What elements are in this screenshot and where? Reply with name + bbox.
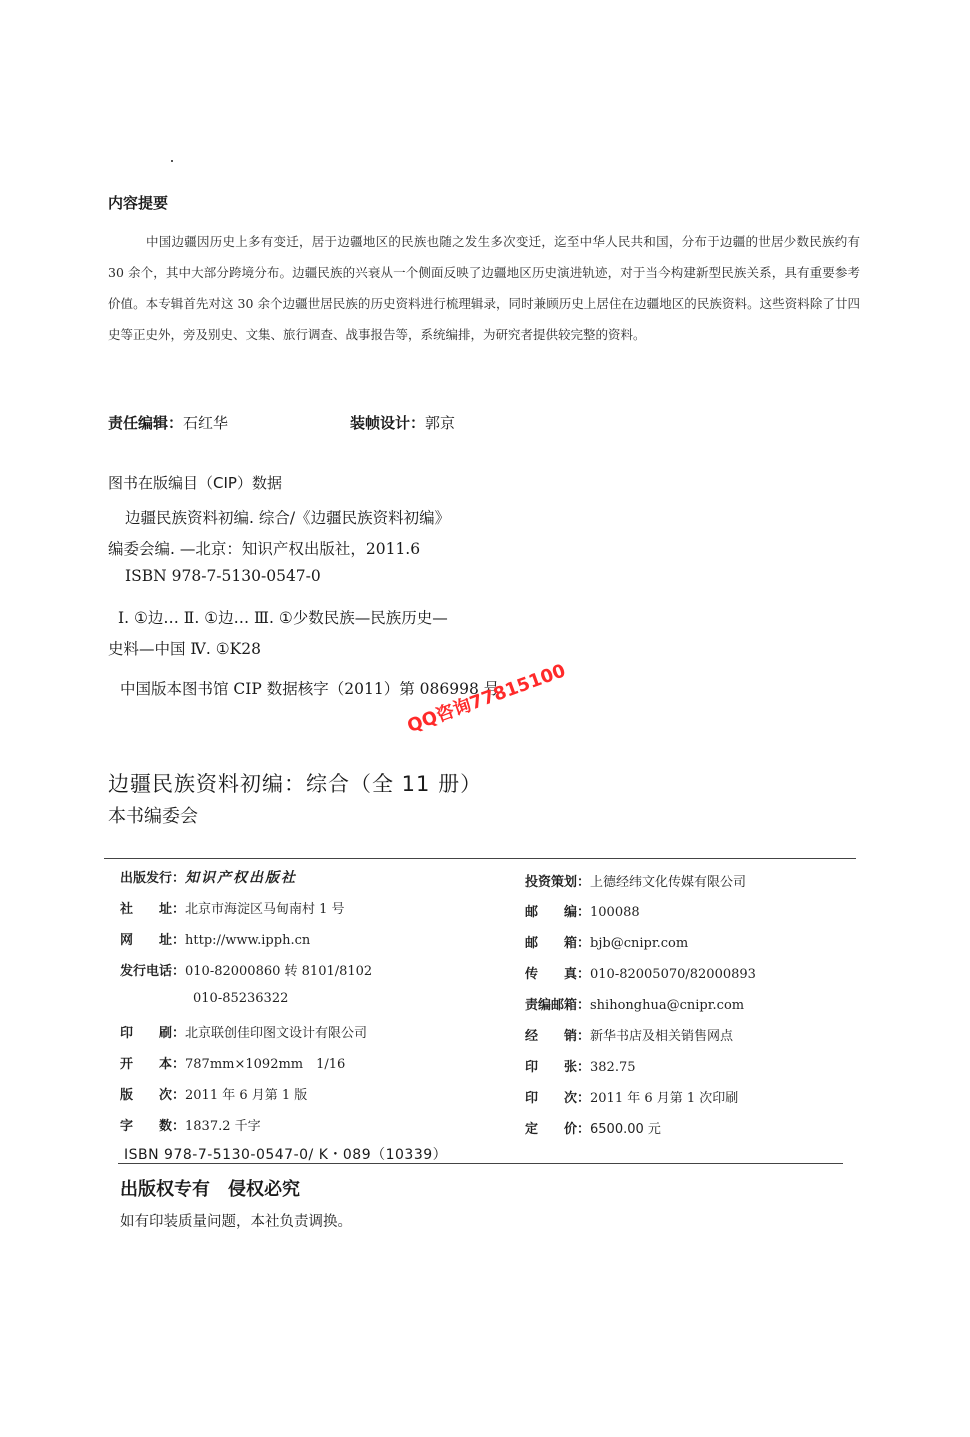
imprint-row (525, 901, 640, 920)
imprint-label: 出版发行： (120, 871, 186, 886)
imprint-value: shihonghua@cnipr.com (590, 998, 745, 1013)
imprint-row (193, 991, 288, 1006)
stray-mark (171, 160, 173, 162)
imprint-label: 印 次： (525, 1091, 591, 1106)
imprint-label: 社 址： (120, 902, 186, 917)
editor-credit (108, 412, 228, 433)
imprint-row (120, 929, 310, 948)
imprint-value: 北京市海淀区马甸南村 1 号 (185, 902, 345, 917)
imprint-value: 010-85236322 (193, 991, 289, 1006)
imprint-row (525, 1025, 733, 1044)
imprint-top-rule (104, 858, 856, 859)
imprint-value: 北京联创佳印图文设计有限公司 (185, 1026, 368, 1041)
cip-line-4: Ⅰ. ①边… Ⅱ. ①边… Ⅲ. ①少数民族—民族历史— (118, 609, 448, 627)
imprint-row (120, 960, 372, 979)
imprint-value: 6500.00 元 (590, 1122, 661, 1137)
imprint-row (525, 1118, 661, 1137)
designer-credit (350, 412, 455, 433)
imprint-value: 010-82000860 转 8101/8102 (185, 964, 373, 979)
imprint-label: 投资策划： (525, 875, 591, 890)
printing-notice: 如有印装质量问题，本社负责调换。 (120, 1214, 352, 1230)
isbn-line: ISBN 978-7-5130-0547-0/ K・089（10339） (124, 1147, 448, 1163)
editor-name: 石红华 (183, 414, 229, 432)
imprint-row (525, 1087, 738, 1106)
cip-line-6: 中国版本图书馆 CIP 数据核字（2011）第 086998 号 (120, 680, 500, 698)
rights-statement: 出版权专有 侵权必究 (120, 1179, 300, 1200)
imprint-label: 字 数： (120, 1119, 186, 1134)
imprint-row (525, 1056, 636, 1075)
publisher-logo: 知识产权出版社 (185, 870, 298, 886)
cip-line-2: 编委会编. —北京：知识产权出版社，2011.6 (108, 540, 421, 558)
abstract-heading: 内容提要 (108, 194, 169, 212)
imprint-row (525, 994, 744, 1013)
imprint-label: 责编邮箱： (525, 998, 591, 1013)
book-author: 本书编委会 (108, 806, 198, 827)
imprint-label: 发行电话： (120, 964, 186, 979)
book-title: 边疆民族资料初编：综合（全 11 册） (108, 772, 483, 796)
imprint-label: 定 价： (525, 1122, 591, 1137)
imprint-row (120, 867, 297, 887)
imprint-value: 2011 年 6 月第 1 次印刷 (590, 1091, 739, 1106)
imprint-label: 经 销： (525, 1029, 591, 1044)
imprint-label: 印 张： (525, 1060, 591, 1075)
imprint-row (120, 1115, 261, 1134)
imprint-label: 传 真： (525, 967, 591, 982)
imprint-row (120, 1022, 367, 1041)
imprint-row (525, 932, 688, 951)
imprint-label: 网 址： (120, 933, 186, 948)
imprint-value: 上德经纬文化传媒有限公司 (590, 875, 747, 890)
editor-label: 责任编辑： (108, 414, 184, 432)
imprint-label: 开 本： (120, 1057, 186, 1072)
imprint-row (525, 963, 756, 982)
designer-label: 装帧设计： (350, 414, 426, 432)
imprint-label: 邮 箱： (525, 936, 591, 951)
imprint-value: 2011 年 6 月第 1 版 (185, 1088, 308, 1103)
imprint-value: 382.75 (590, 1060, 636, 1075)
imprint-value: 010-82005070/82000893 (590, 967, 756, 982)
watermark: QQ咨询77815100 (404, 660, 569, 738)
cip-line-5: 史料—中国 Ⅳ. ①K28 (108, 640, 261, 658)
imprint-label: 版 次： (120, 1088, 186, 1103)
cip-line-3: ISBN 978-7-5130-0547-0 (125, 567, 321, 585)
imprint-row (120, 1053, 345, 1072)
cip-heading: 图书在版编目（CIP）数据 (108, 474, 282, 492)
imprint-value: 100088 (590, 905, 640, 920)
imprint-value: 1837.2 千字 (185, 1119, 261, 1134)
imprint-value: 787mm×1092mm 1/16 (185, 1057, 346, 1072)
imprint-value: bjb@cnipr.com (590, 936, 689, 951)
imprint-row (120, 898, 345, 917)
imprint-bottom-rule (118, 1163, 843, 1164)
imprint-row (525, 871, 746, 890)
designer-name: 郭京 (425, 414, 456, 432)
imprint-label: 邮 编： (525, 905, 591, 920)
imprint-value: http://www.ipph.cn (185, 933, 311, 948)
imprint-label: 印 刷： (120, 1026, 186, 1041)
cip-line-1: 边疆民族资料初编. 综合/《边疆民族资料初编》 (125, 509, 451, 527)
imprint-value: 新华书店及相关销售网点 (590, 1029, 734, 1044)
abstract-text: 中国边疆因历史上多有变迁，居于边疆地区的民族也随之发生多次变迁，迄至中华人民共和国，分布于边疆的世居少数民族约有 30 余个，其中大部分跨境分布。边疆民族的兴衰从一个侧面反映了边疆地区历史演进轨迹，对于当今构建新型民族关系，具有重要参考价值。本专辑首先对这 30 余个边疆世居民族的历史资料进行梳理辑录，同时兼顾历史上居住在边疆地区的民族资料。这些资料除了廿四史等正史外，旁及别史、文集、旅行调查、战事报告等，系统编排，为研究者提供较完整的资料。 (108, 234, 860, 342)
imprint-row (120, 1084, 307, 1103)
